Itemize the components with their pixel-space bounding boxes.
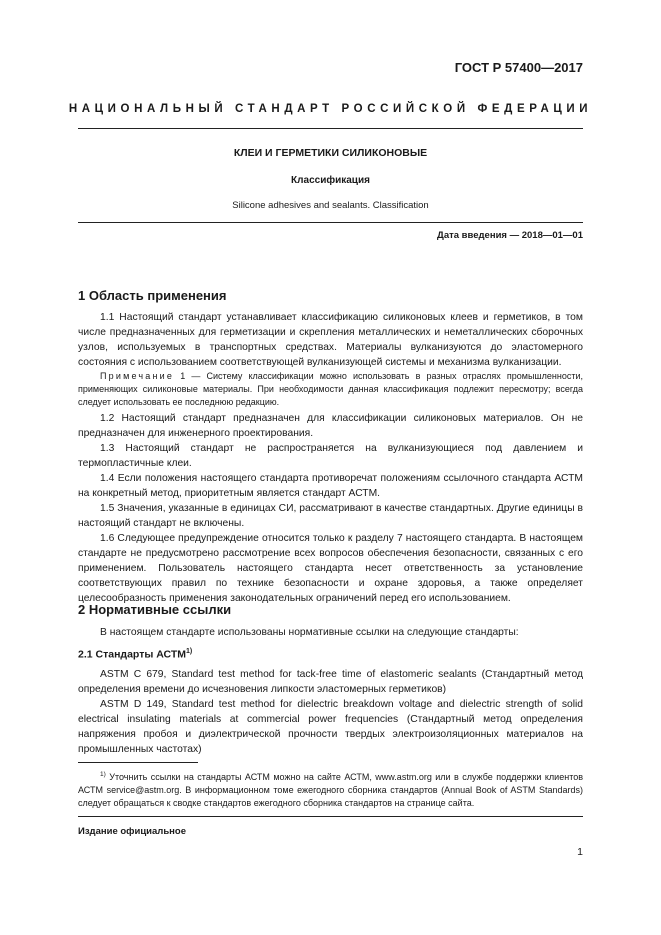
paragraph-1-1: 1.1 Настоящий стандарт устанавливает классификацию силиконовых клеев и герметиков, в том числе предназначенных для герметизации и скрепления металлических и неметаллических сборочных узлов, используемых в транспортных средствах. Материалы вулканизуются до эластомерного состояния с использованием соответствующей вулканизующей системы и механизма вулканизации. xyxy=(78,312,583,368)
subsection-2-1-heading xyxy=(78,648,192,661)
reference-astm-c679: ASTM C 679, Standard test method for tack-free time of elastomeric sealants (Стандартный метод определения времени до исчезновения липкости эластомерных герметиков) xyxy=(78,669,583,695)
national-standard-header: НАЦИОНАЛЬНЫЙ СТАНДАРТ РОССИЙСКОЙ ФЕДЕРАЦИИ xyxy=(68,103,593,115)
paragraph-1-4: 1.4 Если положения настоящего стандарта противоречат положениям ссылочного стандарта АСТМ на конкретный метод, приоритетным является стандарт АСТМ. xyxy=(78,473,583,499)
page-number: 1 xyxy=(577,846,583,858)
header-divider xyxy=(78,128,583,129)
footer-divider xyxy=(78,816,583,817)
paragraph-1-2: 1.2 Настоящий стандарт предназначен для классификации силиконовых материалов. Он не предназначен для инженерного проектирования. xyxy=(78,413,583,439)
document-title-english: Silicone adhesives and sealants. Classification xyxy=(232,200,429,211)
footnote-mark: 1) xyxy=(100,771,106,778)
paragraph-2-intro: В настоящем стандарте использованы нормативные ссылки на следующие стандарты: xyxy=(100,627,519,638)
note-label: Примечание xyxy=(100,371,175,381)
section-1-heading: 1 Область применения xyxy=(78,288,227,303)
paragraph-1-5: 1.5 Значения, указанные в единицах СИ, рассматривают в качестве стандартных. Другие единицы в настоящий стандарт не включены. xyxy=(78,503,583,529)
edition-label: Издание официальное xyxy=(78,826,186,837)
reference-astm-d149: ASTM D 149, Standard test method for dielectric breakdown voltage and dielectric strength of solid electrical insulating materials at commercial power frequencies (Стандартный метод определения напряжения пробоя и диэлектрической прочности твердых электроизоляционных материалов на промышленных частотах) xyxy=(78,699,583,755)
footnote xyxy=(78,768,583,810)
footnote-text: Уточнить ссылки на стандарты АСТМ можно на сайте АСТМ, www.astm.org или в службе поддержки клиентов АСТМ service@astm.org. В информационном томе ежегодного сборника стандартов (Annual Book of ASTM Standards) следует обращаться к сводке стандартов ежегодного сборника стандартов на странице сайта. xyxy=(78,772,583,808)
footnote-ref: 1) xyxy=(186,648,193,655)
note-text: 1 — Систему классификации можно использовать в разных отраслях промышленности, применяющих силиконовые материалы. При необходимости данная классификация подлежит пересмотру; всегда следует использовать ее последнюю редакцию. xyxy=(78,371,583,407)
paragraph-1-3: 1.3 Настоящий стандарт не распространяется на вулканизующиеся под давлением и термопластичные клеи. xyxy=(78,443,583,469)
section-2-heading: 2 Нормативные ссылки xyxy=(78,602,232,617)
introduction-date: Дата введения — 2018—01—01 xyxy=(437,230,583,241)
document-subtitle: Классификация xyxy=(291,175,370,186)
note-1 xyxy=(78,370,583,409)
paragraph-1-6: 1.6 Следующее предупреждение относится только к разделу 7 настоящего стандарта. В настоящем стандарте не предусмотрено рассмотрение всех вопросов обеспечения безопасности, связанных с его применением. Пользователь настоящего стандарта несет ответственность за установление соответствующих правил по технике безопасности и охране здоровья, а также определяет целесообразность применения законодательных ограничений перед его использованием. xyxy=(78,533,583,604)
title-divider xyxy=(78,222,583,223)
footnote-divider xyxy=(78,762,198,763)
subsection-2-1-title: 2.1 Стандарты АСТМ xyxy=(78,648,187,661)
standard-number: ГОСТ Р 57400—2017 xyxy=(454,60,583,75)
document-title: КЛЕИ И ГЕРМЕТИКИ СИЛИКОНОВЫЕ xyxy=(233,147,428,159)
